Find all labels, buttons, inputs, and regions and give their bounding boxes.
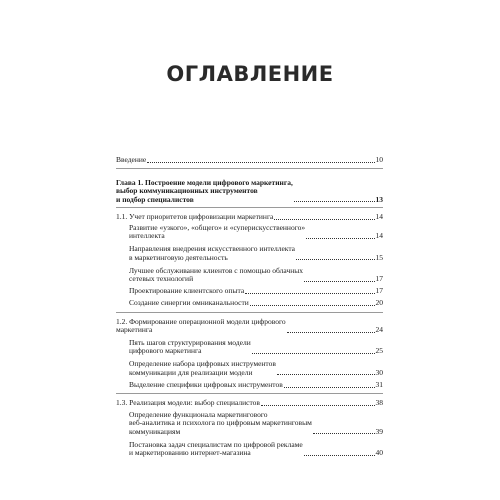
toc-page-number: 40 — [375, 448, 383, 458]
divider — [116, 312, 383, 313]
table-of-contents — [116, 156, 383, 457]
toc-entry-text: Создание синергии омниканальности — [129, 298, 249, 308]
toc-page-number: 30 — [375, 367, 383, 377]
toc-entry-subsection — [116, 245, 383, 261]
toc-entry-subsection — [116, 339, 383, 355]
toc-page-number: 25 — [375, 346, 383, 356]
toc-entry-text: Определение набора цифровых инструментов коммуникации для реализации модели — [129, 359, 276, 377]
divider — [116, 207, 383, 208]
dot-leader — [250, 305, 375, 306]
toc-page-number: 17 — [375, 286, 383, 296]
toc-page-number: 31 — [375, 379, 383, 389]
toc-entry-text: Пять шагов структурирования модели цифрового маркетинга — [129, 338, 251, 356]
toc-entry-text: Выделение специфики цифровых инструментов — [129, 379, 283, 389]
dot-leader — [287, 332, 375, 333]
toc-entry-text: Введение — [116, 155, 147, 164]
toc-entry-text: Проектирование клиентского опыта — [129, 286, 245, 296]
page-title: ОГЛАВЛЕНИЕ — [166, 62, 334, 86]
toc-page-number: 20 — [375, 298, 383, 308]
toc-entry-section — [116, 399, 383, 407]
dot-leader — [252, 353, 375, 354]
dot-leader — [313, 433, 375, 434]
toc-entry-subsection — [116, 411, 383, 436]
toc-entry-text: Направления внедрения искусственного интеллекта в маркетинговую деятельность — [129, 244, 296, 262]
dot-leader — [147, 162, 374, 163]
toc-page-number: 14 — [375, 231, 383, 241]
dot-leader — [296, 259, 374, 260]
toc-entry-subsection — [116, 267, 383, 283]
toc-entry-subsection — [116, 381, 383, 389]
toc-entry-text: Лучшее обслуживание клиентов с помощью облачных сетевых технологий — [129, 265, 304, 284]
toc-entry-text: Развитие «узкого», «общего» и «суперискусственного» интеллекта — [129, 223, 306, 241]
toc-entry-text: 1.3. Реализация модели: выбор специалистов — [116, 398, 260, 408]
divider — [116, 168, 383, 169]
toc-page-number: 17 — [375, 274, 383, 284]
dot-leader — [306, 238, 374, 239]
dot-leader — [277, 374, 375, 375]
toc-page-number: 15 — [375, 252, 383, 262]
dot-leader — [304, 281, 374, 282]
toc-entry-text: 1.2. Формирование операционной модели цифрового маркетинга — [116, 316, 286, 334]
toc-entry-text: Постановка задач специалистам по цифровой рекламе и маркетированию интернет-магазина — [129, 439, 303, 458]
toc-entry-text: Глава 1. Построение модели цифрового маркетинга, выбор коммуникационных инструментов и подбор специалистов — [116, 178, 293, 204]
toc-entry-introduction — [116, 156, 383, 164]
dot-leader — [284, 387, 375, 388]
toc-page-number: 14 — [375, 211, 383, 221]
toc-entry-subsection — [116, 287, 383, 295]
toc-entry-subsection — [116, 360, 383, 376]
dot-leader — [261, 405, 375, 406]
toc-entry-subsection — [116, 224, 383, 240]
dot-leader — [304, 455, 375, 456]
divider — [116, 393, 383, 394]
toc-page-number: 39 — [375, 426, 383, 436]
toc-entry-subsection — [116, 441, 383, 457]
dot-leader — [274, 219, 374, 220]
toc-entry-text: 1.1. Учет приоритетов цифровизации маркетинга — [116, 211, 274, 221]
toc-page-number: 24 — [375, 324, 383, 334]
toc-page-number: 13 — [375, 194, 383, 204]
toc-entry-chapter-1 — [116, 179, 383, 204]
dot-leader — [245, 293, 374, 294]
toc-entry-subsection — [116, 299, 383, 307]
toc-entry-section — [116, 213, 383, 221]
toc-page-number: 10 — [375, 155, 383, 164]
toc-entry-text: Определение функционала маркетингового веб-аналитика и психолога по цифровым маркетинговым коммуникациям — [129, 410, 312, 436]
toc-entry-section — [116, 318, 383, 334]
toc-page-number: 38 — [375, 398, 383, 408]
dot-leader — [294, 201, 375, 202]
